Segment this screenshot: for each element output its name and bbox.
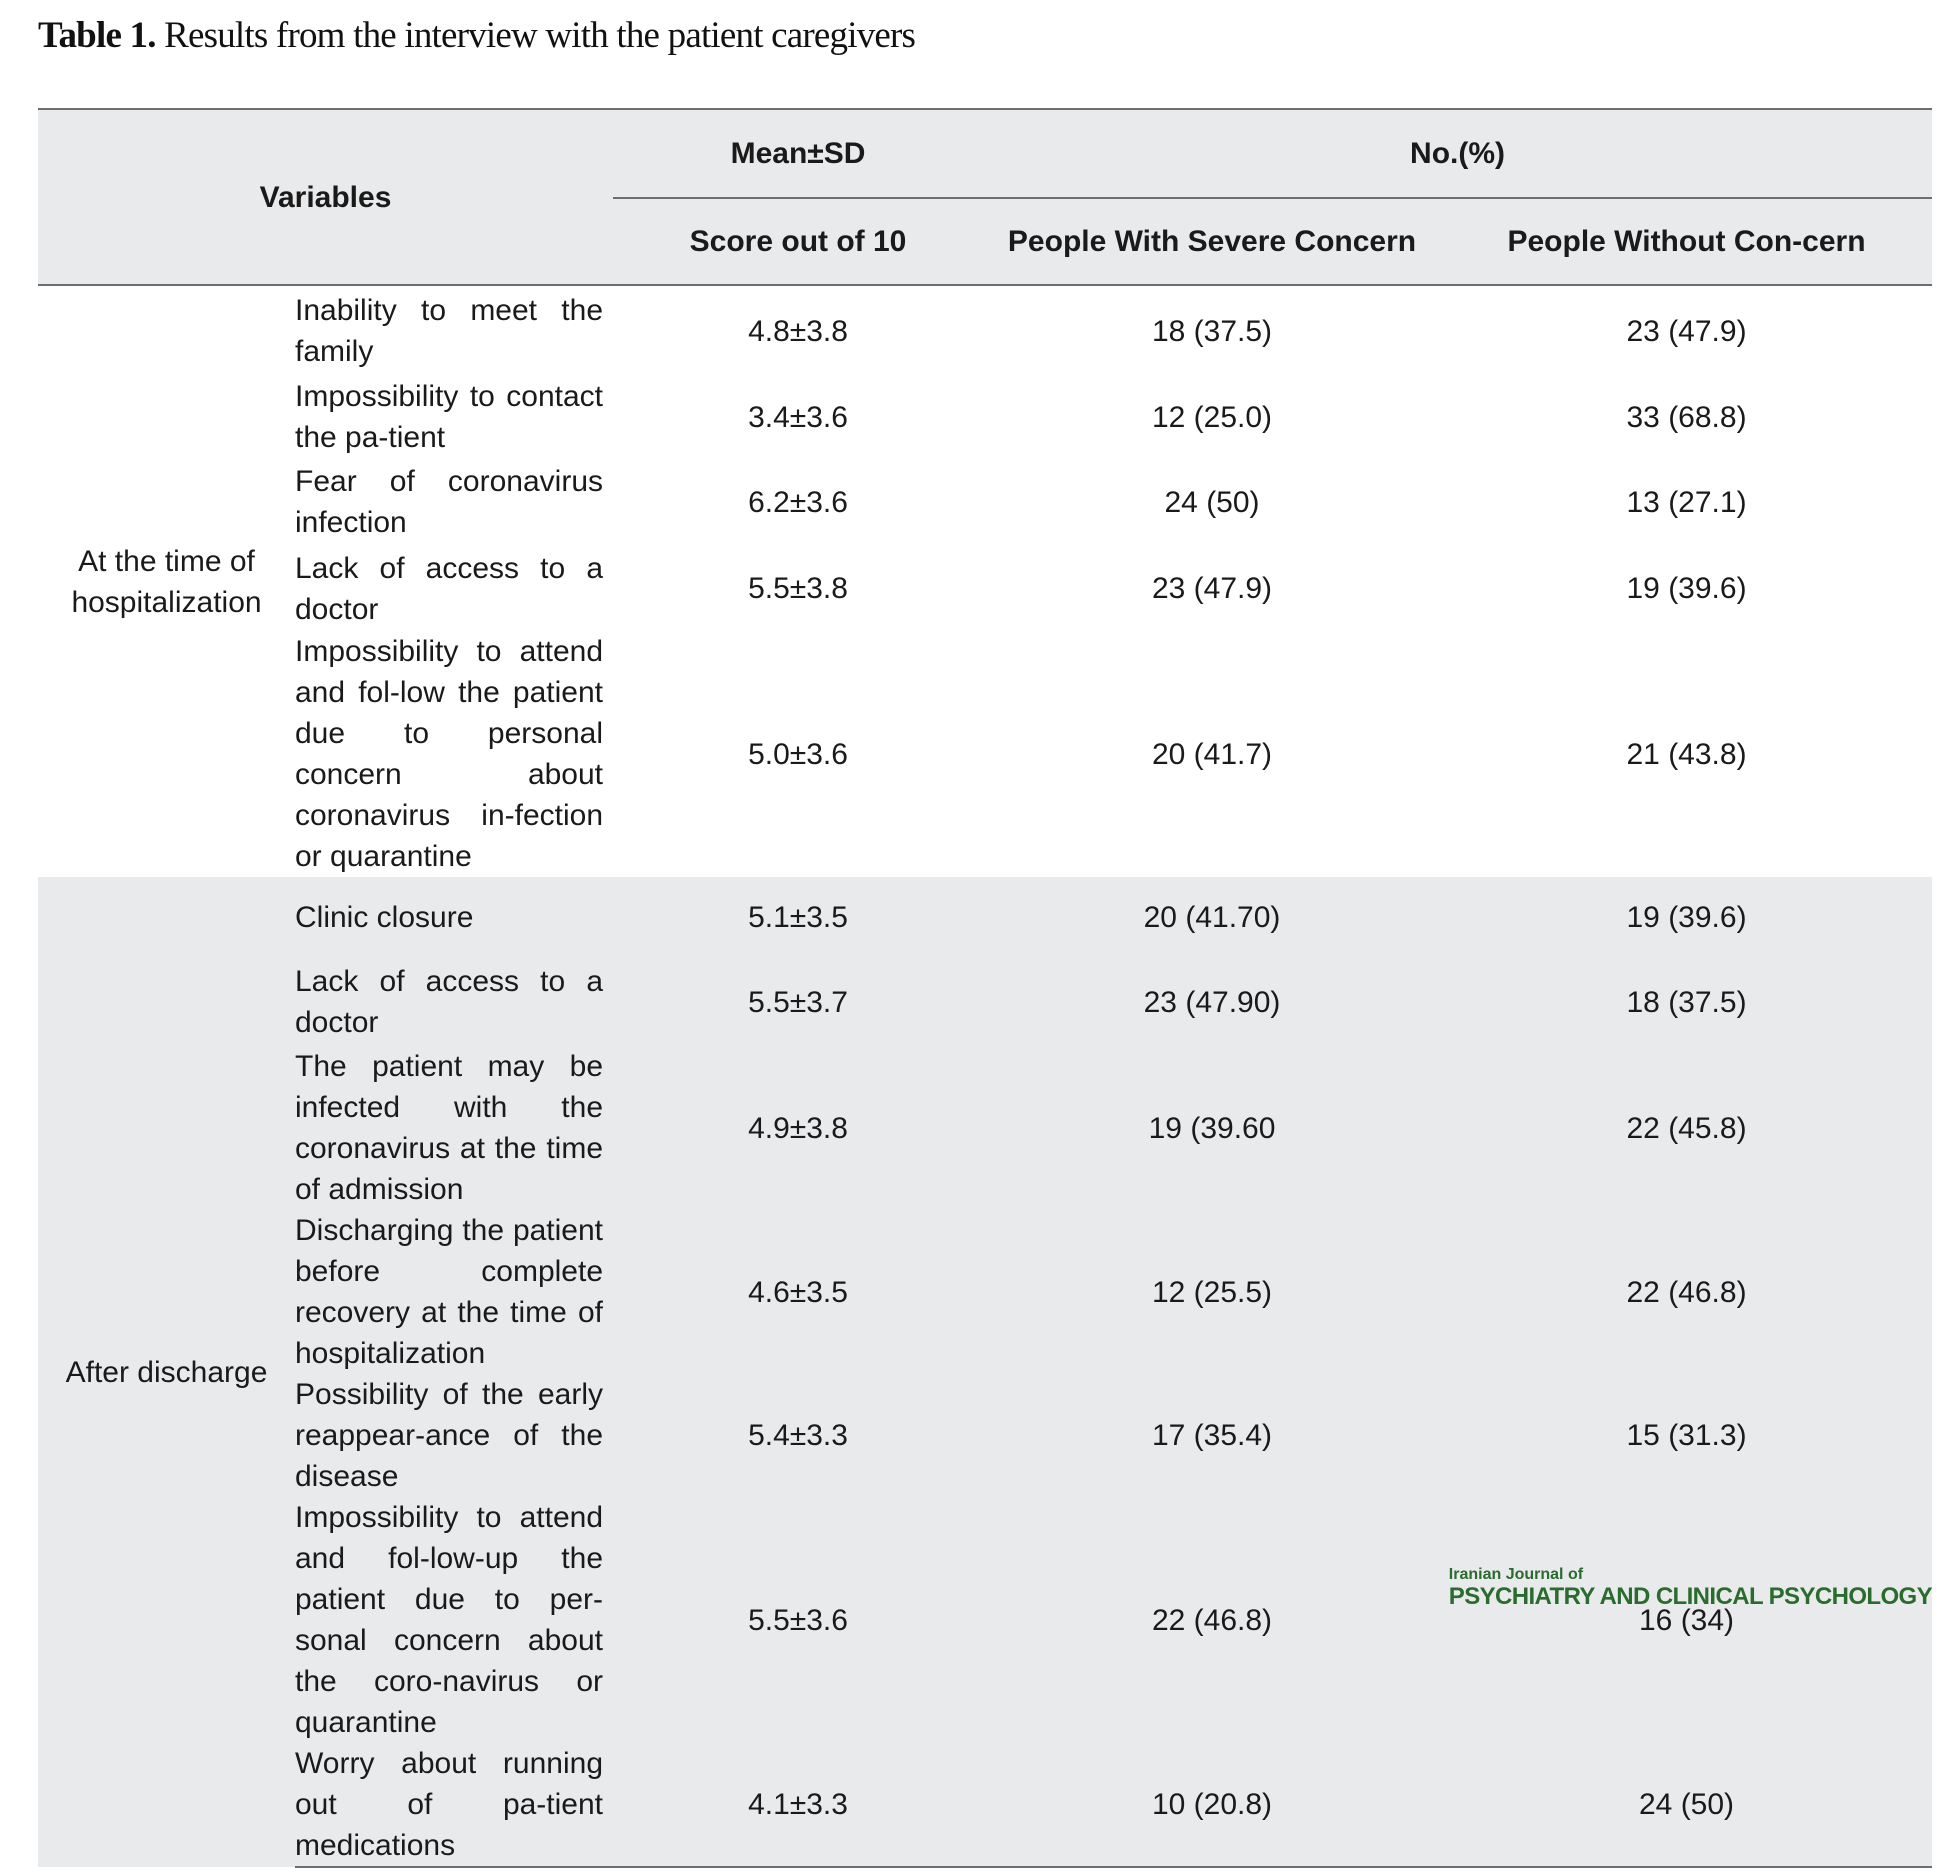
variable-cell: Impossibility to attend and fol-low the patient due to personal concern about coronavirus in-fection or quarantine [295,631,613,877]
group-label: At the time of hospitalization [38,285,295,877]
score-cell: 4.6±3.5 [613,1210,983,1374]
variable-cell: Discharging the patient before complete recovery at the time of hospitalization [295,1210,613,1374]
without-cell: 33 (68.8) [1441,376,1932,458]
score-cell: 5.5±3.7 [613,958,983,1046]
variable-cell: Inability to meet the family [295,285,613,376]
table-row [38,1210,1932,1374]
severe-cell: 12 (25.0) [983,376,1441,458]
header-severe: People With Severe Concern [983,198,1441,285]
without-cell: 22 (46.8) [1441,1210,1932,1374]
table-row [38,958,1932,1046]
score-cell: 5.5±3.8 [613,546,983,631]
without-cell: 21 (43.8) [1441,631,1932,877]
journal-name-bottom: PSYCHIATRY AND CLINICAL PSYCHOLOGY [1448,1583,1932,1610]
severe-cell: 19 (39.60 [983,1046,1441,1210]
severe-cell: 23 (47.9) [983,546,1441,631]
table-row [38,1046,1932,1210]
header-mean-sd: Mean±SD [613,109,983,198]
score-cell: 3.4±3.6 [613,376,983,458]
without-cell: 23 (47.9) [1441,285,1932,376]
journal-logo [1449,1566,1932,1610]
without-cell: 19 (39.6) [1441,877,1932,958]
without-cell: 18 (37.5) [1441,958,1932,1046]
severe-cell: 17 (35.4) [983,1374,1441,1497]
variable-cell: Possibility of the early reappear-ance of the disease [295,1374,613,1497]
variable-cell: Lack of access to a doctor [295,546,613,631]
group-hospitalization [38,285,1932,877]
without-cell: 13 (27.1) [1441,458,1932,546]
table-row [38,631,1932,877]
table-row [38,376,1932,458]
score-cell: 4.9±3.8 [613,1046,983,1210]
severe-cell: 23 (47.90) [983,958,1441,1046]
table-row [38,458,1932,546]
severe-cell: 12 (25.5) [983,1210,1441,1374]
table-header [38,109,1932,285]
variable-cell: The patient may be infected with the coronavirus at the time of admission [295,1046,613,1210]
variable-cell: Impossibility to attend and fol-low-up the patient due to per-sonal concern about the coro-navirus or quarantine [295,1497,613,1743]
score-cell: 5.0±3.6 [613,631,983,877]
header-score: Score out of 10 [613,198,983,285]
header-without: People Without Con-cern [1441,198,1932,285]
score-cell: 4.8±3.8 [613,285,983,376]
variable-cell: Worry about running out of pa-tient medications [295,1743,613,1867]
score-cell: 5.5±3.6 [613,1497,983,1743]
score-cell: 5.1±3.5 [613,877,983,958]
severe-cell: 24 (50) [983,458,1441,546]
variable-cell: Lack of access to a doctor [295,958,613,1046]
header-no-pct: No.(%) [983,109,1932,198]
severe-cell: 22 (46.8) [983,1497,1441,1743]
journal-name-top: Iranian Journal of [1448,1566,1584,1583]
severe-cell: 20 (41.7) [983,631,1441,877]
table-row [38,546,1932,631]
table-caption [38,14,915,57]
table-row [38,1743,1932,1867]
variable-cell: Impossibility to contact the pa-tient [295,376,613,458]
score-cell: 6.2±3.6 [613,458,983,546]
without-cell: 22 (45.8) [1441,1046,1932,1210]
group-after-discharge [38,877,1932,1867]
table-row [38,877,1932,958]
table-row [38,285,1932,376]
severe-cell: 18 (37.5) [983,285,1441,376]
score-cell: 4.1±3.3 [613,1743,983,1867]
table-row [38,1497,1932,1743]
variable-cell: Fear of coronavirus infection [295,458,613,546]
score-cell: 5.4±3.3 [613,1374,983,1497]
severe-cell: 10 (20.8) [983,1743,1441,1867]
without-cell: 16 (34) [1441,1497,1932,1743]
variable-cell: Clinic closure [295,877,613,958]
group-label: After discharge [38,877,295,1867]
without-cell: 15 (31.3) [1441,1374,1932,1497]
caption-label: Table 1. [38,15,156,56]
without-cell: 19 (39.6) [1441,546,1932,631]
header-variables: Variables [38,109,613,285]
caption-text: Results from the interview with the patient caregivers [164,15,916,56]
table-row [38,1374,1932,1497]
severe-cell: 20 (41.70) [983,877,1441,958]
without-cell: 24 (50) [1441,1743,1932,1867]
